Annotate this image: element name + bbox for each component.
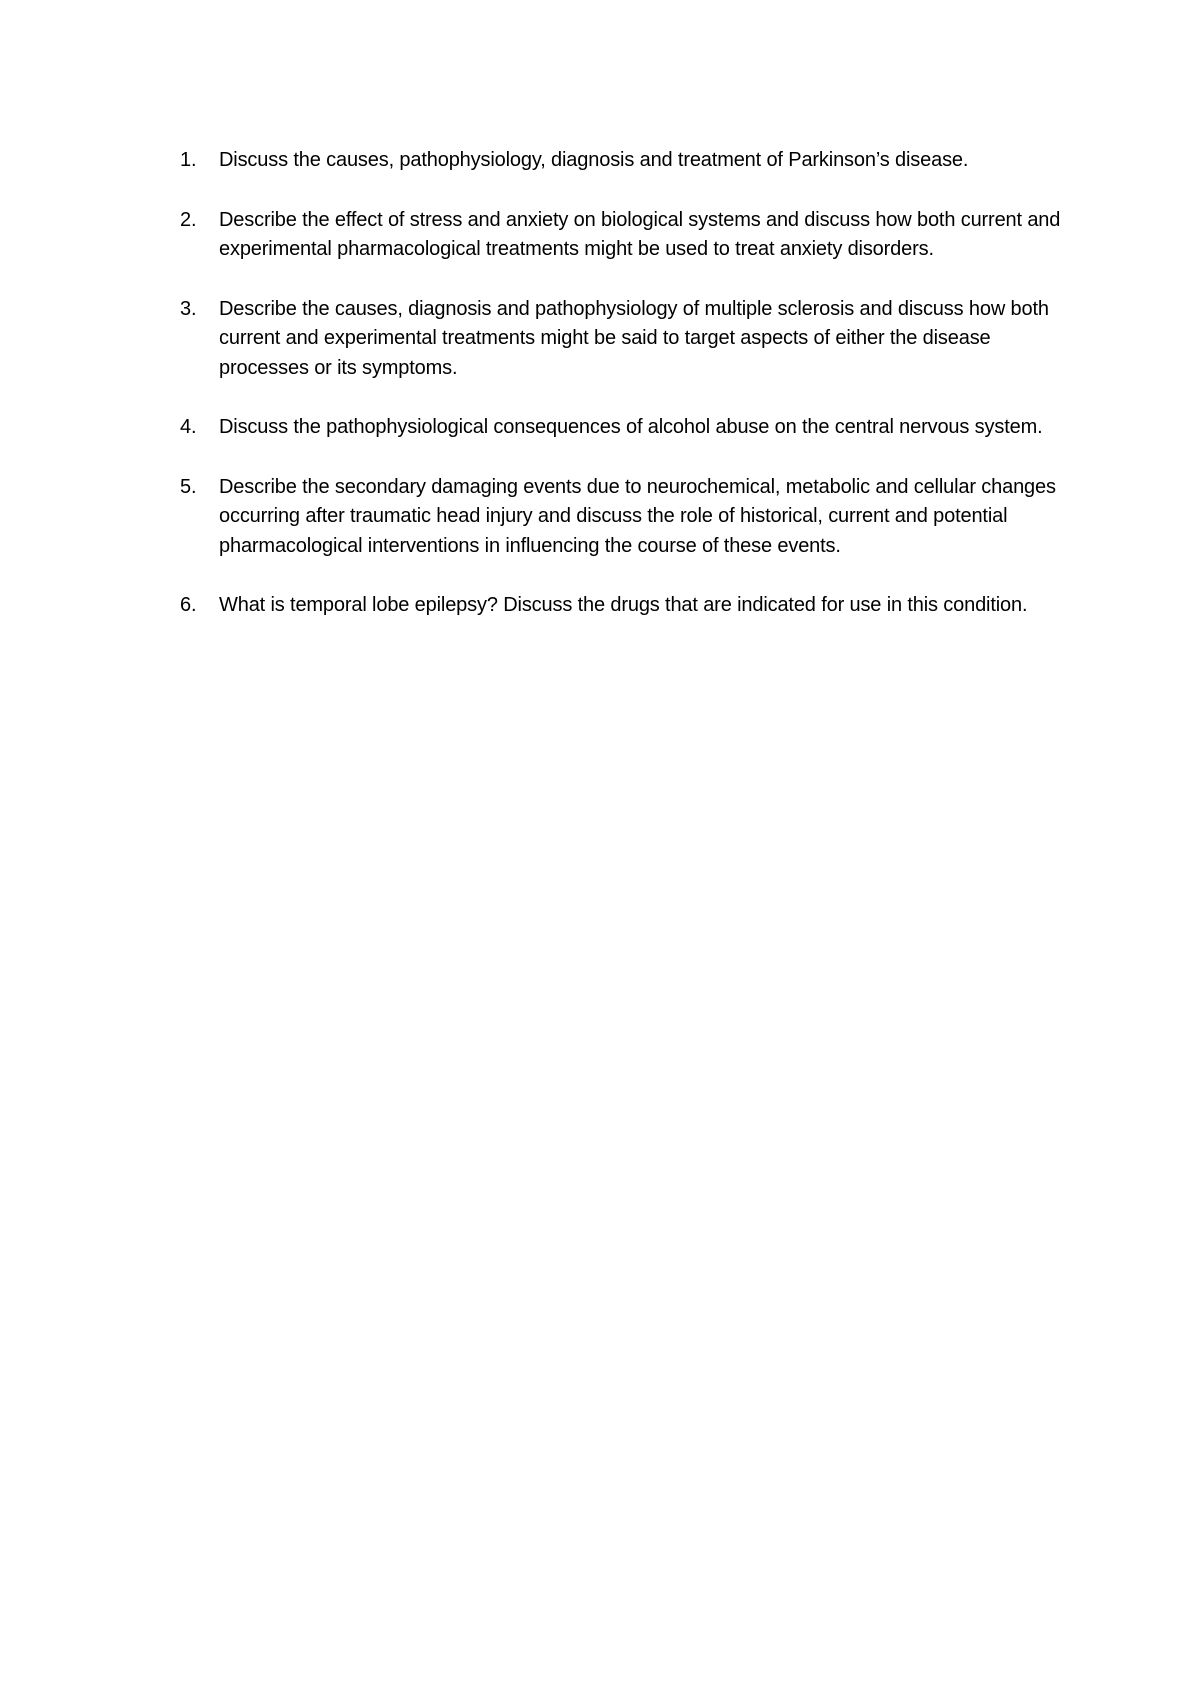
question-item-4	[180, 413, 1080, 443]
question-text: Describe the secondary damaging events due to neurochemical, metabolic and cellular changes occurring after traumatic head injury and discuss the role of historical, current and potential pharmacological interventions in influencing the course of these events.	[219, 475, 1056, 557]
question-text: Discuss the causes, pathophysiology, diagnosis and treatment of Parkinson’s disease.	[219, 149, 969, 171]
question-number: 1.	[180, 149, 197, 171]
question-number: 6.	[180, 594, 197, 616]
question-text: Describe the effect of stress and anxiety on biological systems and discuss how both current and experimental pharmacological treatments might be used to treat anxiety disorders.	[219, 208, 1061, 260]
question-number: 2.	[180, 208, 197, 231]
question-list	[180, 146, 1080, 651]
question-text: Describe the causes, diagnosis and pathophysiology of multiple sclerosis and discuss how both current and experimental treatments might be said to target aspects of either the disease processes or its symptoms.	[219, 297, 1049, 379]
question-text: What is temporal lobe epilepsy? Discuss the drugs that are indicated for use in this condition.	[219, 594, 1028, 616]
question-item-1	[180, 146, 1080, 176]
question-item-3	[180, 295, 1080, 384]
question-item-5	[180, 473, 1080, 562]
question-item-6	[180, 591, 1080, 621]
question-item-2	[180, 206, 1080, 265]
question-number: 5.	[180, 475, 197, 498]
question-number: 3.	[180, 297, 197, 320]
question-number: 4.	[180, 416, 197, 438]
question-text: Discuss the pathophysiological consequences of alcohol abuse on the central nervous system.	[219, 416, 1043, 438]
